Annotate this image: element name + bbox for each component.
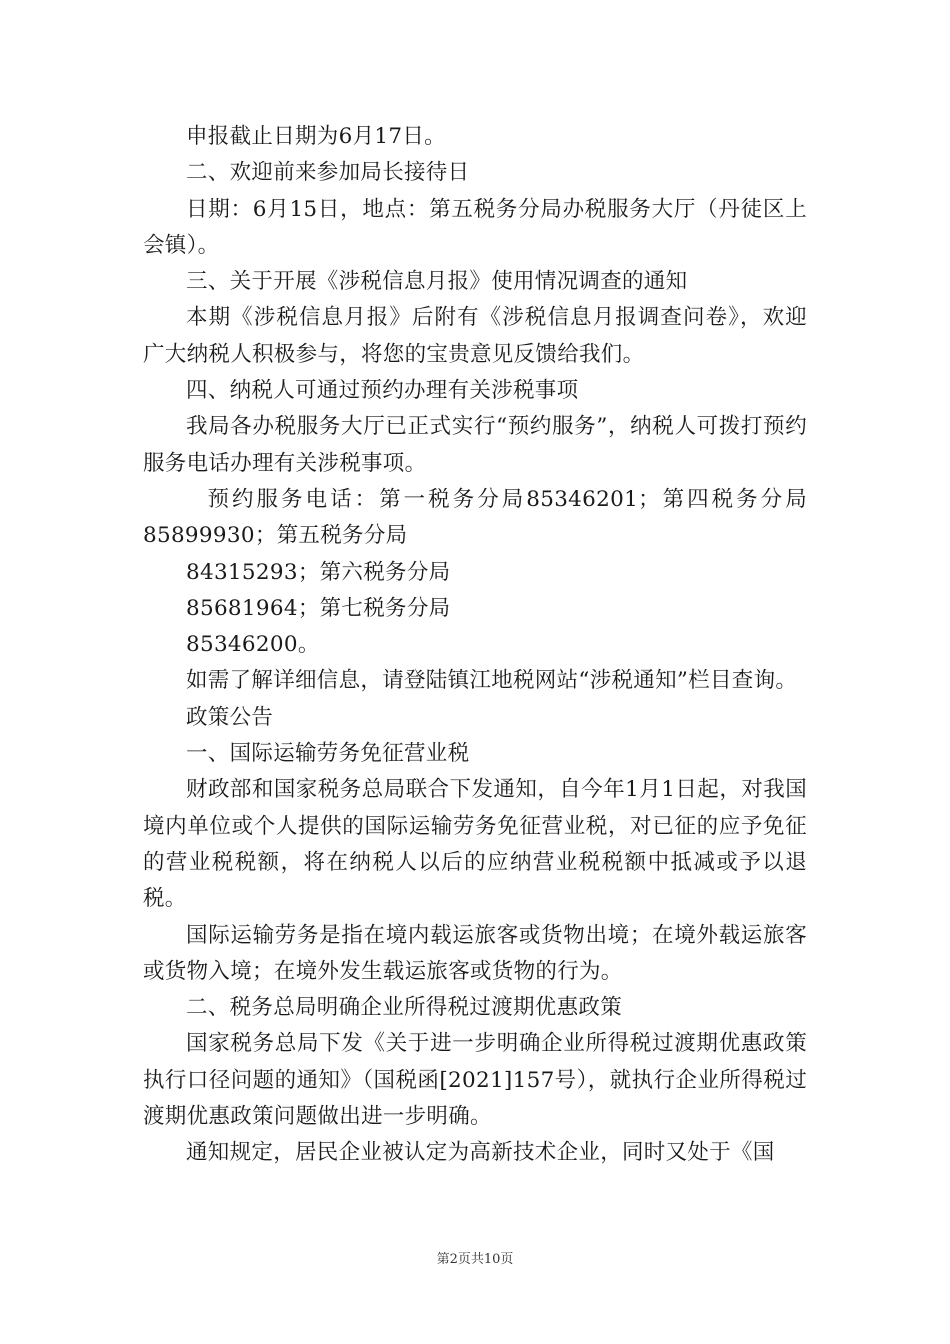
paragraph-notice-provisions: 通知规定，居民企业被认定为高新技术企业，同时又处于《国 — [186, 1140, 775, 1166]
paragraph-phone-line-4: 85346200。 — [186, 632, 320, 658]
paragraph-transport-exemption: 财政部和国家税务总局联合下发通知，自今年1月1日起，对我国境内单位或个人提供的国际运输劳务免征营业税，对已征的应予免征的营业税税额，将在纳税人以后的应纳营业税税额中抵减或予以退税。 — [143, 777, 807, 912]
heading-policy-announcement: 政策公告 — [186, 704, 274, 730]
paragraph-survey-details: 本期《涉税信息月报》后附有《涉税信息月报调查问卷》，欢迎广大纳税人积极参与，将您的宝贵意见反馈给我们。 — [143, 305, 807, 367]
heading-appointment-service: 四、纳税人可通过预约办理有关涉税事项 — [186, 378, 579, 404]
heading-income-tax-transition: 二、税务总局明确企业所得税过渡期优惠政策 — [186, 995, 623, 1021]
paragraph-reception-date-location: 日期：6月15日，地点：第五税务分局办税服务大厅（丹徒区上会镇）。 — [143, 196, 807, 258]
paragraph-website-info: 如需了解详细信息，请登陆镇江地税网站“涉税通知”栏目查询。 — [186, 668, 798, 694]
paragraph-phone-line-2: 84315293；第六税务分局 — [186, 559, 451, 585]
paragraph-phone-numbers: 预约服务电话：第一税务分局85346201；第四税务分局85899930；第五税务分局 — [143, 486, 807, 549]
heading-director-reception-day: 二、欢迎前来参加局长接待日 — [186, 160, 470, 186]
paragraph-income-tax-notice: 国家税务总局下发《关于进一步明确企业所得税过渡期优惠政策执行口径问题的通知》（国税函[2021]157号），就执行企业所得税过渡期优惠政策问题做出进一步明确。 — [143, 1031, 807, 1130]
paragraph-deadline: 申报截止日期为6月17日。 — [186, 124, 446, 149]
heading-international-transport: 一、国际运输劳务免征营业税 — [186, 741, 470, 767]
heading-survey-notice: 三、关于开展《涉税信息月报》使用情况调查的通知 — [186, 269, 688, 295]
page-number: 第2页共10页 — [436, 1252, 514, 1267]
paragraph-transport-definition: 国际运输劳务是指在境内载运旅客或货物出境；在境外载运旅客或货物入境；在境外发生载运旅客或货物的行为。 — [143, 922, 807, 984]
document-body — [143, 119, 807, 1172]
paragraph-phone-line-3: 85681964；第七税务分局 — [186, 595, 451, 621]
page-footer — [0, 1248, 950, 1267]
paragraph-appointment-service: 我局各办税服务大厅已正式实行“预约服务”，纳税人可拨打预约服务电话办理有关涉税事项。 — [143, 414, 807, 476]
